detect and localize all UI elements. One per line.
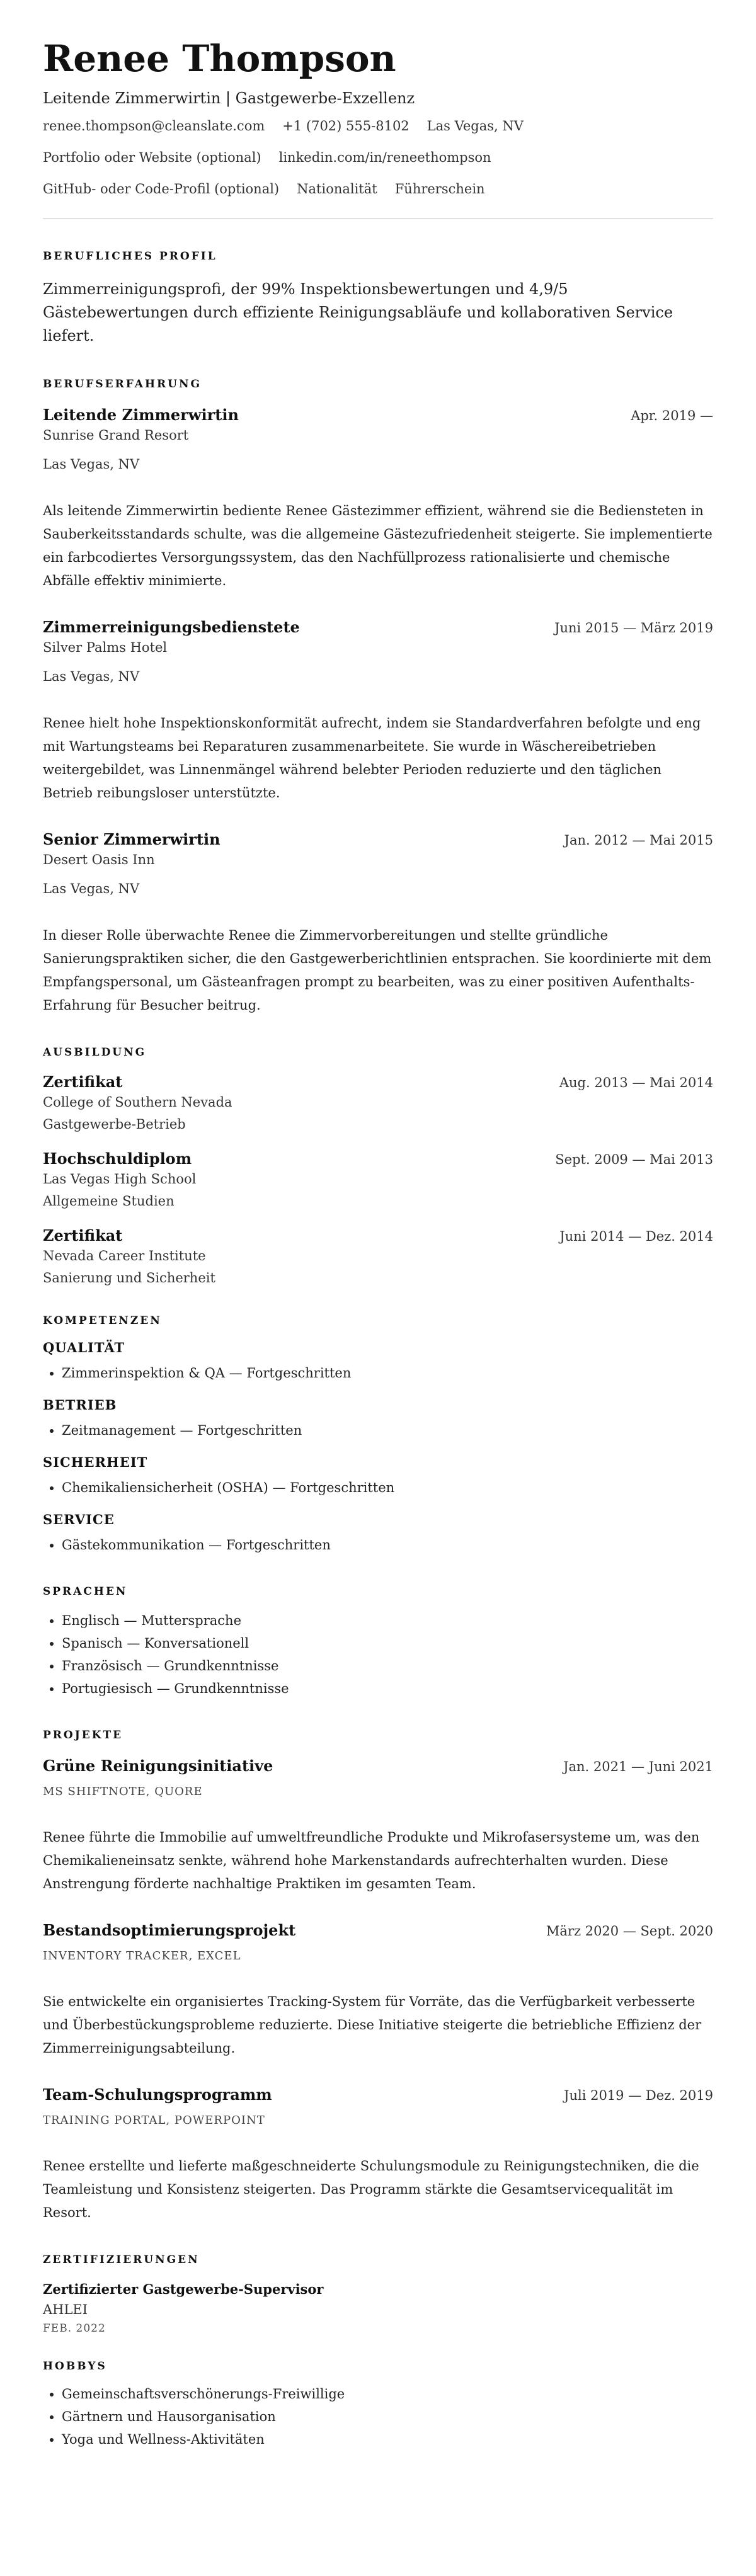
section-title-projects: PROJEKTE <box>43 1729 123 1741</box>
hobby-item: • Gärtnern und Hausorganisation <box>62 2405 713 2428</box>
language-item: • Portugiesisch — Grundkenntnisse <box>62 1677 713 1700</box>
certifications-section <box>43 2254 713 2335</box>
job-entry <box>43 406 713 593</box>
job-location: Las Vegas, NV <box>43 457 140 472</box>
hobby-item: • Yoga und Wellness-Aktivitäten <box>62 2428 713 2451</box>
project-description: Sie entwickelte ein organisiertes Tracking-System für Vorräte, das die Verfügbarkeit verbesserte und Überbestückungsprobleme reduzierte. Diese Initiative steigerte die betriebliche Effizienz der Zimmerreinigungsabteilung. <box>43 1994 702 2056</box>
project-entry <box>43 1757 713 1896</box>
project-entry <box>43 2085 713 2225</box>
project-entry <box>43 1921 713 2060</box>
education-entry <box>43 1226 713 1285</box>
candidate-subtitle: Leitende Zimmerwirtin | Gastgewerbe-Exzellenz <box>43 89 415 107</box>
education-entry <box>43 1149 713 1209</box>
job-date: Juni 2015 — März 2019 <box>554 620 713 635</box>
location-text: Las Vegas, NV <box>427 118 524 134</box>
skill-group <box>43 1340 713 1384</box>
degree-title: Zertifikat <box>43 1226 123 1245</box>
profile-section <box>43 250 713 348</box>
job-date: Jan. 2012 — Mai 2015 <box>564 833 713 848</box>
github-link[interactable]: GitHub- oder Code-Profil (optional) <box>43 181 280 197</box>
contact-row-2 <box>43 150 713 165</box>
section-title-hobbies: HOBBYS <box>43 2360 107 2373</box>
section-title-education: AUSBILDUNG <box>43 1046 147 1059</box>
section-title-certifications: ZERTIFIZIERUNGEN <box>43 2254 200 2266</box>
hobby-item: • Gemeinschaftsverschönerungs-Freiwillige <box>62 2383 713 2405</box>
skill-category: BETRIEB <box>43 1397 117 1413</box>
header-divider <box>43 218 713 219</box>
linkedin-link[interactable]: linkedin.com/in/reneethompson <box>278 150 491 165</box>
contact-row-1 <box>43 118 713 134</box>
project-title: Team-Schulungsprogramm <box>43 2085 272 2104</box>
section-title-skills: KOMPETENZEN <box>43 1314 162 1327</box>
job-title: Senior Zimmerwirtin <box>43 830 220 848</box>
certification-date: FEB. 2022 <box>43 2322 106 2335</box>
job-entry <box>43 618 713 805</box>
skills-section <box>43 1314 713 1556</box>
skill-group <box>43 1397 713 1442</box>
degree-title: Zertifikat <box>43 1073 123 1091</box>
languages-section <box>43 1585 713 1700</box>
job-company: Sunrise Grand Resort <box>43 428 189 443</box>
phone-text: +1 (702) 555-8102 <box>282 118 410 134</box>
job-date: Apr. 2019 — <box>631 408 713 423</box>
project-description: Renee erstellte und lieferte maßgeschneiderte Schulungsmodule zu Reinigungstechniken, die die Teamleistung und Konsistenz steigerten. Das Programm stärkte die Gesamtservicequalität im Resort. <box>43 2158 699 2220</box>
field-of-study: Sanierung und Sicherheit <box>43 1270 215 1285</box>
language-item: • Spanisch — Konversationell <box>62 1632 713 1655</box>
license-text: Führerschein <box>394 181 485 197</box>
education-section <box>43 1046 713 1285</box>
school-name: Las Vegas High School <box>43 1171 197 1187</box>
certification-org: AHLEI <box>43 2302 88 2317</box>
skill-group <box>43 1454 713 1499</box>
job-description: Renee hielt hohe Inspektionskonformität aufrecht, indem sie Standardverfahren befolgte und eng mit Wartungsteams bei Reparaturen zusammenarbeitete. Sie wurde in Wäschereibetrieben weitergebildet, was Linnenmängel während belebter Perioden reduzierte und den täglichen Betrieb reibungsloser unterstützte. <box>43 715 701 801</box>
hobbies-section <box>43 2360 713 2451</box>
skill-category: QUALITÄT <box>43 1340 125 1355</box>
language-item: • Englisch — Muttersprache <box>62 1609 713 1632</box>
skill-item: • Zimmerinspektion & QA — Fortgeschritten <box>62 1362 713 1384</box>
project-title: Grüne Reinigungsinitiative <box>43 1757 273 1775</box>
field-of-study: Gastgewerbe-Betrieb <box>43 1117 186 1132</box>
field-of-study: Allgemeine Studien <box>43 1194 175 1209</box>
section-title-languages: SPRACHEN <box>43 1585 128 1598</box>
job-location: Las Vegas, NV <box>43 669 140 684</box>
degree-title: Hochschuldiplom <box>43 1149 192 1168</box>
project-title: Bestandsoptimierungsprojekt <box>43 1921 296 1939</box>
experience-section <box>43 378 713 1017</box>
job-title: Leitende Zimmerwirtin <box>43 406 239 424</box>
project-date: März 2020 — Sept. 2020 <box>546 1923 713 1939</box>
skill-item: • Zeitmanagement — Fortgeschritten <box>62 1419 713 1442</box>
skill-item: • Gästekommunikation — Fortgeschritten <box>62 1534 713 1556</box>
contact-row-3 <box>43 181 713 197</box>
school-name: Nevada Career Institute <box>43 1248 206 1263</box>
language-item: • Französisch — Grundkenntnisse <box>62 1655 713 1677</box>
skill-item: • Chemikaliensicherheit (OSHA) — Fortgeschritten <box>62 1476 713 1499</box>
education-date: Juni 2014 — Dez. 2014 <box>559 1229 713 1244</box>
education-date: Aug. 2013 — Mai 2014 <box>559 1075 713 1090</box>
project-tech: TRAINING PORTAL, POWERPOINT <box>43 2114 265 2127</box>
skill-group <box>43 1512 713 1556</box>
skill-category: SERVICE <box>43 1512 115 1527</box>
project-description: Renee führte die Immobilie auf umweltfreundliche Produkte und Mikrofasersysteme um, was den Chemikalieneinsatz senkte, während hohe Markenstandards aufrechterhalten wurden. Diese Anstrengung förderte nachhaltige Praktiken im gesamten Team. <box>43 1830 700 1891</box>
project-date: Jan. 2021 — Juni 2021 <box>563 1759 713 1774</box>
school-name: College of Southern Nevada <box>43 1095 232 1110</box>
section-title-profile: BERUFLICHES PROFIL <box>43 250 217 263</box>
education-entry <box>43 1073 713 1132</box>
job-title: Zimmerreinigungsbedienstete <box>43 618 300 636</box>
job-location: Las Vegas, NV <box>43 881 140 896</box>
portfolio-link[interactable]: Portfolio oder Website (optional) <box>43 150 261 165</box>
certification-title: Zertifizierter Gastgewerbe-Supervisor <box>43 2281 324 2297</box>
education-date: Sept. 2009 — Mai 2013 <box>555 1152 713 1167</box>
projects-section <box>43 1729 713 2225</box>
job-entry <box>43 830 713 1017</box>
job-description: Als leitende Zimmerwirtin bediente Renee Gästezimmer effizient, während sie die Bediensteten in Sauberkeitsstandards schulte, was die allgemeine Gästezufriedenheit steigerte. Sie implementierte ein farbcodiertes Versorgungssystem, das den Nachfüllprozess rationalisierte und chemische Abfälle effektiv minimierte. <box>43 503 713 588</box>
candidate-name: Renee Thompson <box>43 37 396 80</box>
job-company: Desert Oasis Inn <box>43 852 155 867</box>
skill-category: SICHERHEIT <box>43 1454 148 1470</box>
project-date: Juli 2019 — Dez. 2019 <box>564 2088 713 2103</box>
email-link[interactable]: renee.thompson@cleanslate.com <box>43 118 265 134</box>
section-title-experience: BERUFSERFAHRUNG <box>43 378 202 390</box>
job-company: Silver Palms Hotel <box>43 640 168 655</box>
project-tech: MS SHIFTNOTE, QUORE <box>43 1785 203 1798</box>
profile-summary: Zimmerreinigungsprofi, der 99% Inspektionsbewertungen und 4,9/5 Gästebewertungen durch effiziente Reinigungsabläufe und kollaborativen Service liefert. <box>43 280 673 345</box>
project-tech: INVENTORY TRACKER, EXCEL <box>43 1949 241 1963</box>
job-description: In dieser Rolle überwachte Renee die Zimmervorbereitungen und stellte gründliche Sanierungspraktiken sicher, die den Gastgewerberichtlinien entsprachen. Sie koordinierte mit dem Empfangspersonal, um Gästeanfragen prompt zu bearbeiten, was zu einer positiven Aufenthalts-Erfahrung für Besucher beitrug. <box>43 928 712 1013</box>
nationality-text: Nationalität <box>297 181 377 197</box>
